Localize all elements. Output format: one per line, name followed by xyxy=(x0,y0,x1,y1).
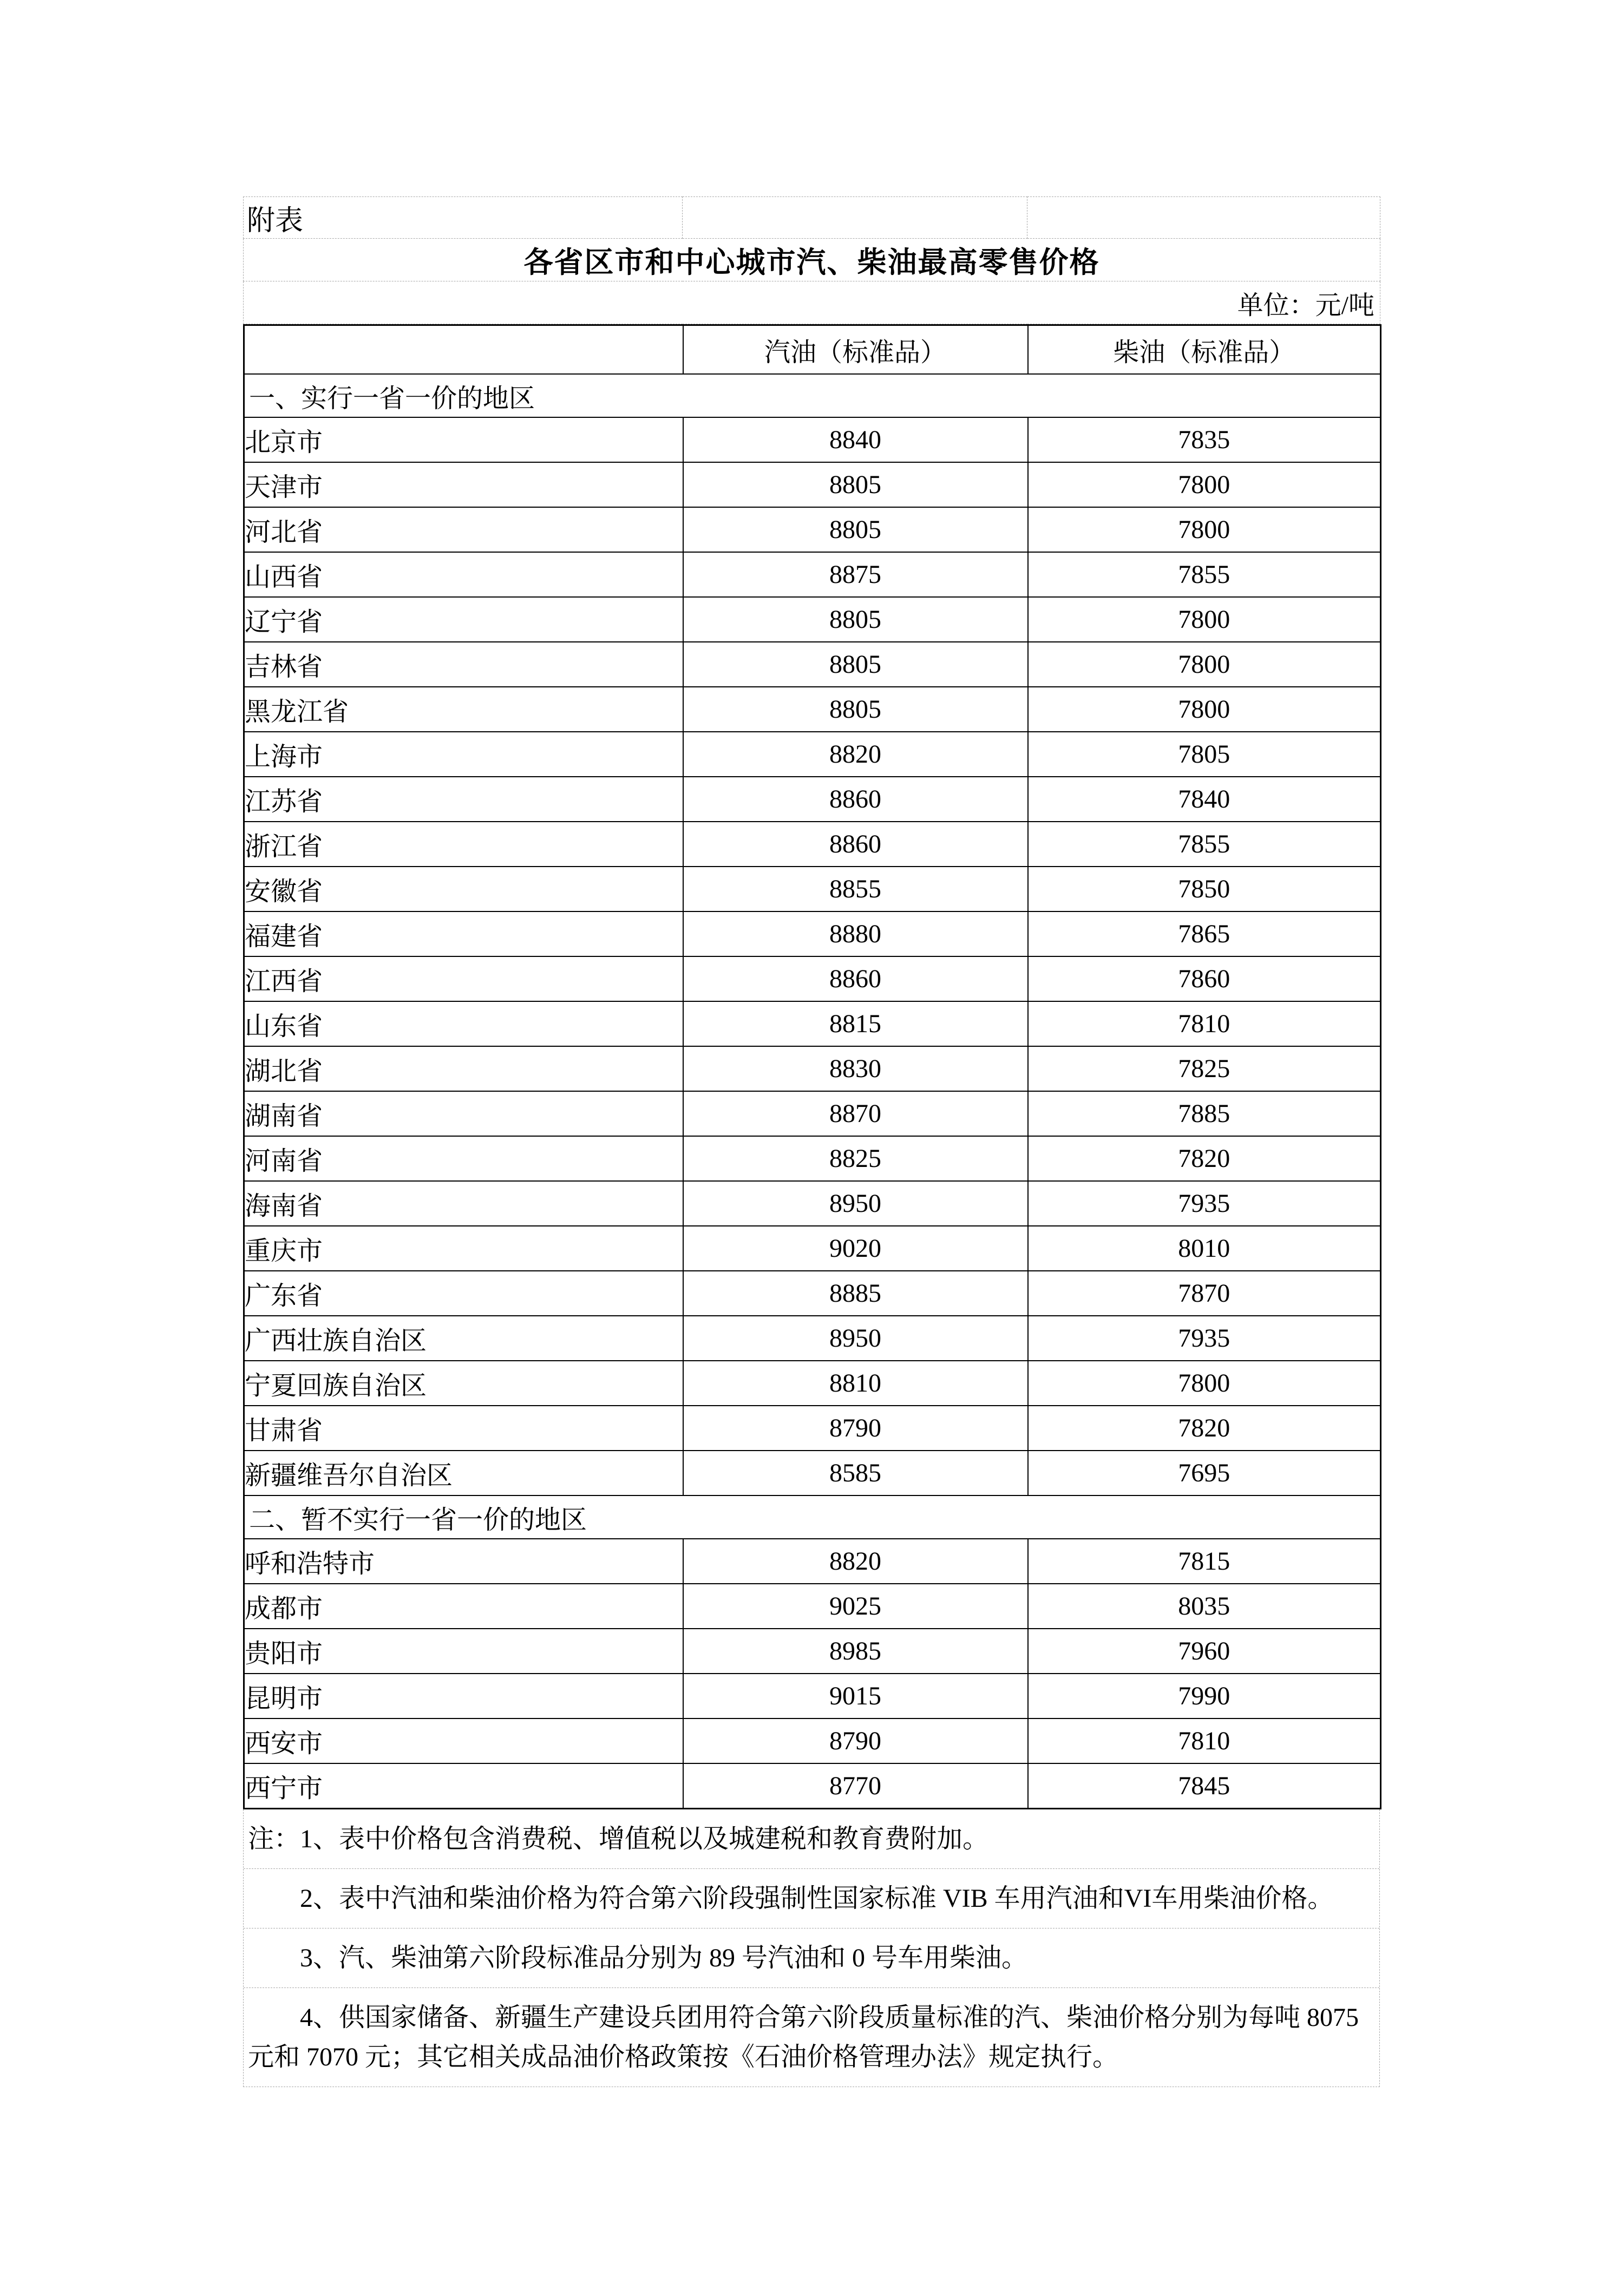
unit-row xyxy=(244,281,1380,324)
table-row xyxy=(244,687,1381,732)
region-name: 西安市 xyxy=(244,1718,683,1763)
region-name: 江苏省 xyxy=(244,777,683,822)
gasoline-price: 8950 xyxy=(683,1181,1028,1226)
region-name: 江西省 xyxy=(244,956,683,1001)
table-row xyxy=(244,642,1381,687)
gasoline-price: 8820 xyxy=(683,1539,1028,1584)
diesel-price: 7885 xyxy=(1028,1091,1381,1136)
region-name: 新疆维吾尔自治区 xyxy=(244,1451,683,1495)
gasoline-price: 8875 xyxy=(683,552,1028,597)
table-row xyxy=(244,1629,1381,1674)
table-row xyxy=(244,956,1381,1001)
gasoline-price: 8820 xyxy=(683,732,1028,777)
table-row xyxy=(244,1091,1381,1136)
region-name: 福建省 xyxy=(244,911,683,956)
region-name: 山东省 xyxy=(244,1001,683,1046)
diesel-price: 7825 xyxy=(1028,1046,1381,1091)
diesel-price: 7865 xyxy=(1028,911,1381,956)
table-row xyxy=(244,1718,1381,1763)
diesel-price: 7800 xyxy=(1028,642,1381,687)
diesel-price: 7855 xyxy=(1028,822,1381,867)
table-row xyxy=(244,1226,1381,1271)
diesel-price: 7815 xyxy=(1028,1539,1381,1584)
gasoline-price: 8950 xyxy=(683,1316,1028,1361)
gasoline-price: 8880 xyxy=(683,911,1028,956)
gasoline-price: 8870 xyxy=(683,1091,1028,1136)
diesel-price: 7960 xyxy=(1028,1629,1381,1674)
gasoline-price: 8825 xyxy=(683,1136,1028,1181)
column-header-diesel: 柴油（标准品） xyxy=(1028,325,1381,375)
region-name: 湖南省 xyxy=(244,1091,683,1136)
region-name: 河北省 xyxy=(244,507,683,552)
table-row xyxy=(244,1763,1381,1809)
table-row xyxy=(244,1584,1381,1629)
region-name: 成都市 xyxy=(244,1584,683,1629)
table-row xyxy=(244,597,1381,642)
section-header-row xyxy=(244,1495,1381,1539)
note-3: 3、汽、柴油第六阶段标准品分别为 89 号汽油和 0 号车用柴油。 xyxy=(244,1928,1379,1988)
diesel-price: 7845 xyxy=(1028,1763,1381,1809)
region-name: 山西省 xyxy=(244,552,683,597)
diesel-price: 7820 xyxy=(1028,1136,1381,1181)
gasoline-price: 9015 xyxy=(683,1674,1028,1718)
table-row xyxy=(244,417,1381,462)
region-name: 天津市 xyxy=(244,462,683,507)
column-header-region xyxy=(244,325,683,375)
table-row xyxy=(244,1136,1381,1181)
region-name: 甘肃省 xyxy=(244,1406,683,1451)
gasoline-price: 8855 xyxy=(683,867,1028,911)
diesel-price: 7850 xyxy=(1028,867,1381,911)
region-name: 浙江省 xyxy=(244,822,683,867)
section-header-row xyxy=(244,374,1381,417)
diesel-price: 7835 xyxy=(1028,417,1381,462)
region-name: 安徽省 xyxy=(244,867,683,911)
table-row xyxy=(244,462,1381,507)
header-block xyxy=(243,196,1380,324)
table-row xyxy=(244,1674,1381,1718)
gasoline-price: 8805 xyxy=(683,507,1028,552)
table-row xyxy=(244,507,1381,552)
diesel-price: 7935 xyxy=(1028,1181,1381,1226)
gasoline-price: 8860 xyxy=(683,956,1028,1001)
price-table-body xyxy=(244,374,1381,1809)
diesel-price: 7855 xyxy=(1028,552,1381,597)
region-name: 广东省 xyxy=(244,1271,683,1316)
gasoline-price: 8815 xyxy=(683,1001,1028,1046)
gasoline-price: 8860 xyxy=(683,822,1028,867)
table-row xyxy=(244,867,1381,911)
region-name: 湖北省 xyxy=(244,1046,683,1091)
gasoline-price: 8860 xyxy=(683,777,1028,822)
table-row xyxy=(244,552,1381,597)
empty-grid-cell xyxy=(1027,197,1380,239)
diesel-price: 8010 xyxy=(1028,1226,1381,1271)
diesel-price: 7860 xyxy=(1028,956,1381,1001)
gasoline-price: 8830 xyxy=(683,1046,1028,1091)
table-row xyxy=(244,1361,1381,1406)
notes-block xyxy=(243,1809,1380,2087)
note-2: 2、表中汽油和柴油价格为符合第六阶段强制性国家标准 VIB 车用汽油和VI车用柴油价格。 xyxy=(244,1869,1379,1928)
region-name: 宁夏回族自治区 xyxy=(244,1361,683,1406)
diesel-price: 7800 xyxy=(1028,507,1381,552)
diesel-price: 7810 xyxy=(1028,1001,1381,1046)
document-page xyxy=(243,196,1380,2087)
gasoline-price: 8790 xyxy=(683,1718,1028,1763)
table-row xyxy=(244,732,1381,777)
document-title: 各省区市和中心城市汽、柴油最高零售价格 xyxy=(244,239,1380,281)
diesel-price: 7935 xyxy=(1028,1316,1381,1361)
region-name: 西宁市 xyxy=(244,1763,683,1809)
table-row xyxy=(244,822,1381,867)
region-name: 吉林省 xyxy=(244,642,683,687)
gasoline-price: 8810 xyxy=(683,1361,1028,1406)
diesel-price: 7990 xyxy=(1028,1674,1381,1718)
region-name: 北京市 xyxy=(244,417,683,462)
diesel-price: 7840 xyxy=(1028,777,1381,822)
note-4: 4、供国家储备、新疆生产建设兵团用符合第六阶段质量标准的汽、柴油价格分别为每吨 8075 元和 7070 元；其它相关成品油价格政策按《石油价格管理办法》规定执行。 xyxy=(248,2003,1359,2071)
attachment-row xyxy=(244,197,1380,239)
note-1: 注：1、表中价格包含消费税、增值税以及城建税和教育费附加。 xyxy=(244,1809,1379,1869)
table-row xyxy=(244,1539,1381,1584)
gasoline-price: 8885 xyxy=(683,1271,1028,1316)
region-name: 呼和浩特市 xyxy=(244,1539,683,1584)
diesel-price: 7800 xyxy=(1028,462,1381,507)
gasoline-price: 8770 xyxy=(683,1763,1028,1809)
gasoline-price: 8790 xyxy=(683,1406,1028,1451)
region-name: 河南省 xyxy=(244,1136,683,1181)
attachment-label: 附表 xyxy=(244,197,683,239)
gasoline-price: 8840 xyxy=(683,417,1028,462)
table-row xyxy=(244,1181,1381,1226)
diesel-price: 7870 xyxy=(1028,1271,1381,1316)
gasoline-price: 8805 xyxy=(683,687,1028,732)
table-row xyxy=(244,1001,1381,1046)
diesel-price: 7800 xyxy=(1028,597,1381,642)
price-table xyxy=(243,324,1381,1809)
empty-grid-cell xyxy=(683,197,1027,239)
diesel-price: 7800 xyxy=(1028,687,1381,732)
region-name: 黑龙江省 xyxy=(244,687,683,732)
diesel-price: 7805 xyxy=(1028,732,1381,777)
region-name: 广西壮族自治区 xyxy=(244,1316,683,1361)
unit-label: 单位：元/吨 xyxy=(244,281,1380,324)
gasoline-price: 9025 xyxy=(683,1584,1028,1629)
table-row xyxy=(244,777,1381,822)
title-row xyxy=(244,239,1380,281)
region-name: 辽宁省 xyxy=(244,597,683,642)
table-row xyxy=(244,1406,1381,1451)
diesel-price: 8035 xyxy=(1028,1584,1381,1629)
diesel-price: 7820 xyxy=(1028,1406,1381,1451)
diesel-price: 7810 xyxy=(1028,1718,1381,1763)
table-row xyxy=(244,1271,1381,1316)
gasoline-price: 8985 xyxy=(683,1629,1028,1674)
region-name: 上海市 xyxy=(244,732,683,777)
table-row xyxy=(244,1046,1381,1091)
region-name: 昆明市 xyxy=(244,1674,683,1718)
gasoline-price: 8805 xyxy=(683,462,1028,507)
gasoline-price: 8805 xyxy=(683,642,1028,687)
diesel-price: 7800 xyxy=(1028,1361,1381,1406)
region-name: 贵阳市 xyxy=(244,1629,683,1674)
region-name: 海南省 xyxy=(244,1181,683,1226)
table-row xyxy=(244,1316,1381,1361)
table-row xyxy=(244,1451,1381,1495)
section-header: 一、实行一省一价的地区 xyxy=(244,374,1381,417)
diesel-price: 7695 xyxy=(1028,1451,1381,1495)
section-header: 二、暂不实行一省一价的地区 xyxy=(244,1495,1381,1539)
gasoline-price: 8805 xyxy=(683,597,1028,642)
gasoline-price: 8585 xyxy=(683,1451,1028,1495)
column-header-row xyxy=(244,325,1381,375)
region-name: 重庆市 xyxy=(244,1226,683,1271)
column-header-gasoline: 汽油（标准品） xyxy=(683,325,1028,375)
gasoline-price: 9020 xyxy=(683,1226,1028,1271)
table-row xyxy=(244,911,1381,956)
